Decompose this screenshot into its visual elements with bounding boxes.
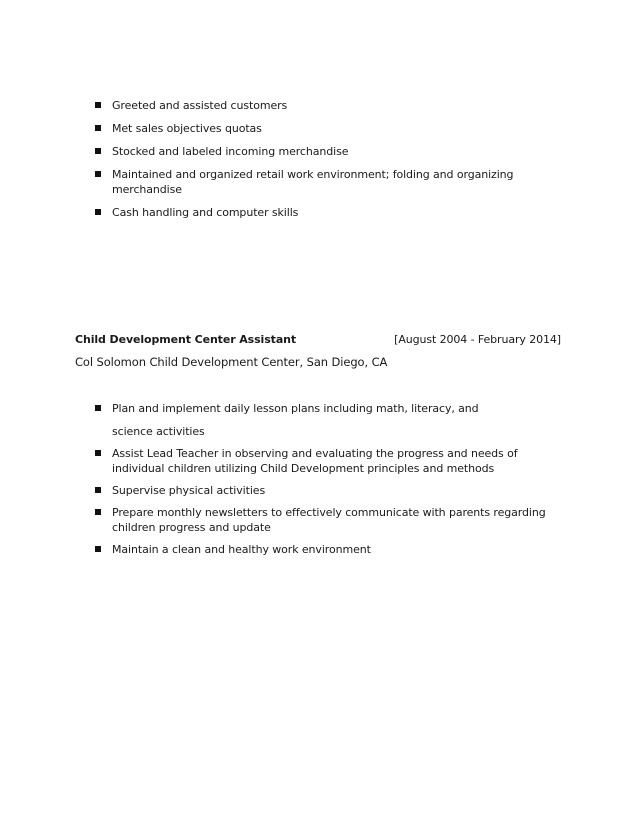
square-bullet-icon: [95, 546, 101, 552]
list-item: [95, 144, 575, 159]
bullet-text: Plan and implement daily lesson plans including math, literacy, and: [112, 402, 479, 415]
job-dates: [August 2004 - February 2014]: [394, 333, 561, 346]
job-title: Child Development Center Assistant: [75, 333, 297, 346]
square-bullet-icon: [95, 509, 101, 515]
list-item: [95, 483, 565, 498]
job-bullets: [95, 401, 565, 564]
bullet-text: Maintained and organized retail work environment; folding and organizing merchandise: [112, 168, 514, 196]
square-bullet-icon: [95, 102, 101, 108]
bullet-text: Greeted and assisted customers: [112, 99, 288, 112]
square-bullet-icon: [95, 125, 101, 131]
list-item: [95, 446, 565, 476]
square-bullet-icon: [95, 450, 101, 456]
bullet-text: Stocked and labeled incoming merchandise: [112, 145, 349, 158]
list-item: [95, 98, 575, 113]
list-item: [95, 121, 575, 136]
list-item: [95, 167, 575, 197]
bullet-text: Prepare monthly newsletters to effectively communicate with parents regarding children progress and update: [112, 506, 546, 534]
bullet-text: Cash handling and computer skills: [112, 206, 299, 219]
bullet-text: Met sales objectives quotas: [112, 122, 262, 135]
bullet-text: Assist Lead Teacher in observing and evaluating the progress and needs of individual children utilizing Child Development principles and methods: [112, 447, 518, 475]
list-item: [95, 401, 565, 439]
square-bullet-icon: [95, 148, 101, 154]
list-item: [95, 505, 565, 535]
list-item: [95, 542, 565, 557]
job-employer: Col Solomon Child Development Center, San Diego, CA: [75, 355, 388, 369]
square-bullet-icon: [95, 171, 101, 177]
list-item: [95, 205, 575, 220]
square-bullet-icon: [95, 487, 101, 493]
square-bullet-icon: [95, 405, 101, 411]
bullet-text: Maintain a clean and healthy work environment: [112, 543, 371, 556]
bullet-text: Supervise physical activities: [112, 484, 266, 497]
bullet-text-continuation: science activities: [112, 425, 205, 438]
previous-job-bullets: [95, 98, 575, 228]
square-bullet-icon: [95, 209, 101, 215]
